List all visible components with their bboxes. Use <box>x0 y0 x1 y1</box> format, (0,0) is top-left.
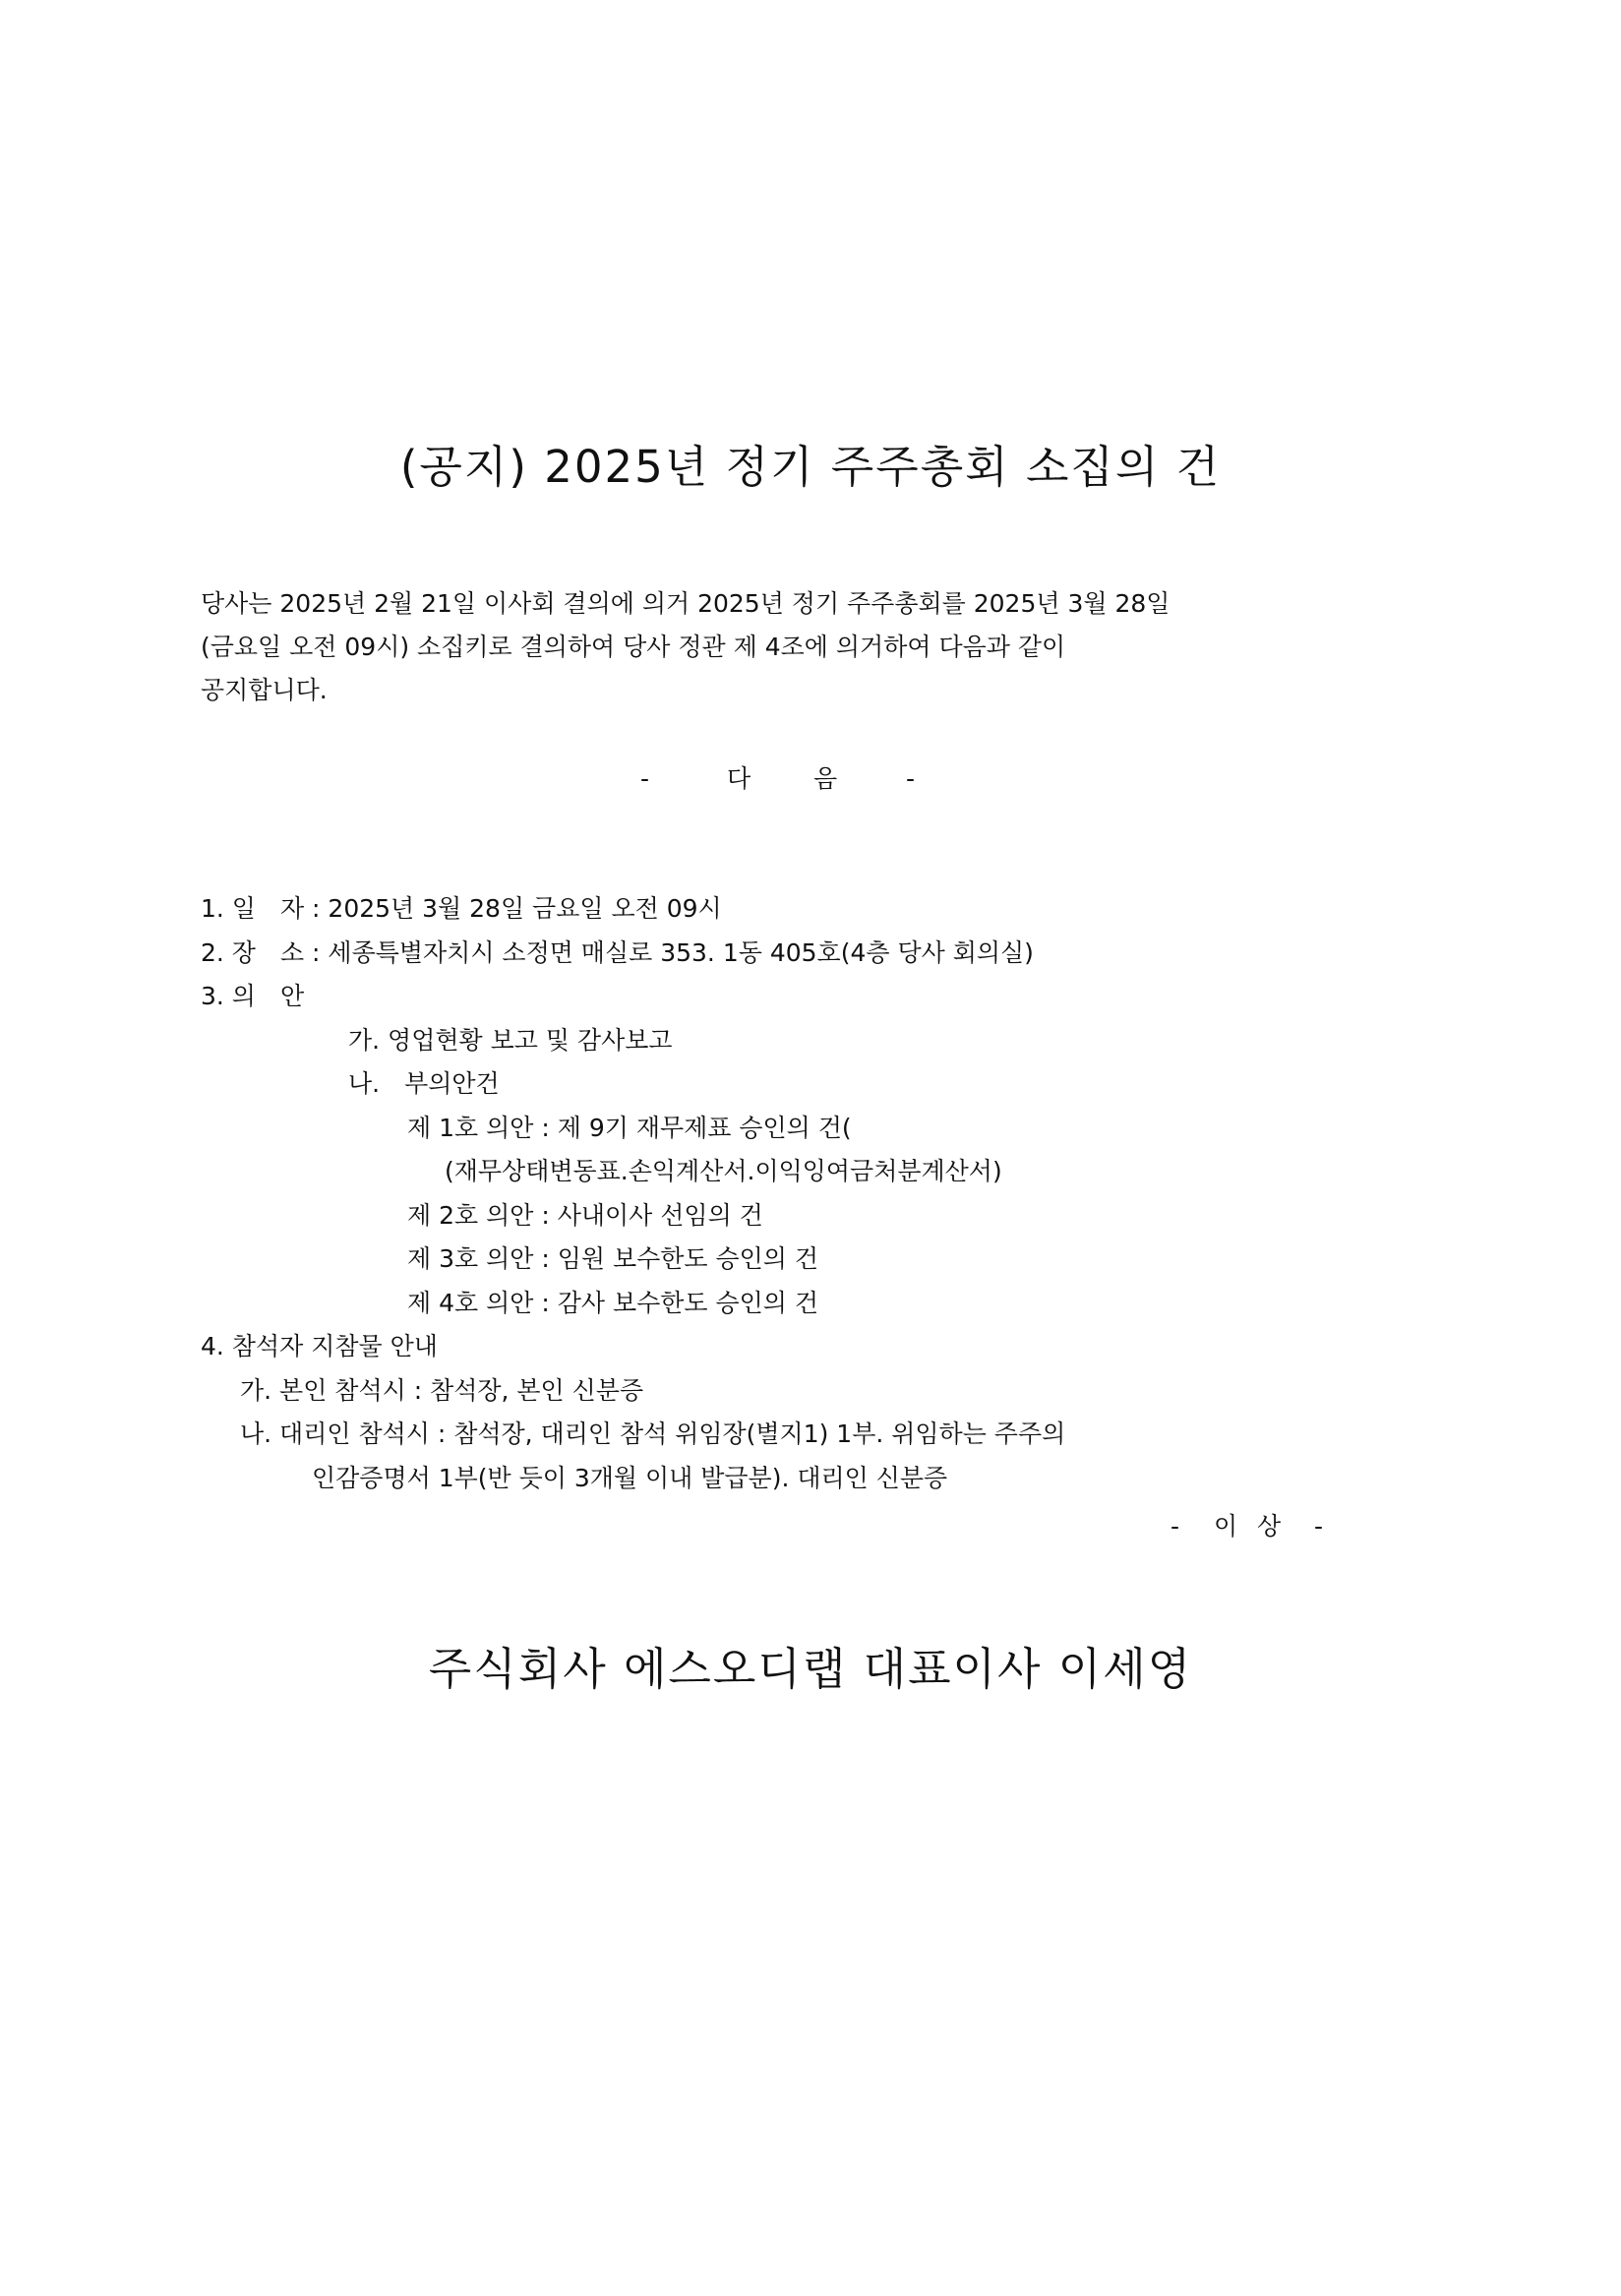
closing-right-dash: - <box>1314 1512 1324 1541</box>
agenda-report: 가. 영업현황 보고 및 감사보고 <box>348 1025 673 1055</box>
closing-left-dash: - <box>1171 1512 1180 1541</box>
intro-line-3: 공지합니다. <box>201 676 328 704</box>
resolution-4: 제 4호 의안 : 감사 보수한도 승인의 건 <box>407 1288 819 1317</box>
attendance-proxy: 나. 대리인 참석시 : 참석장, 대리인 참석 위임장(별지1) 1부. 위임하는 주주의 <box>240 1420 1066 1448</box>
item-place: 2. 장 소 : 세종특별자치시 소정면 매실로 353. 1동 405호(4층 당사 회의실) <box>201 937 1034 967</box>
closing-char-1: 이 <box>1214 1512 1238 1541</box>
resolution-3: 제 3호 의안 : 임원 보수한도 승인의 건 <box>407 1244 819 1273</box>
resolution-1-detail: (재무상태변동표.손익계산서.이익잉여금처분계산서) <box>445 1157 1002 1185</box>
intro-line-1: 당사는 2025년 2월 21일 이사회 결의에 의거 2025년 정기 주주총회를 2025년 3월 28일 <box>201 589 1171 618</box>
item-attendance-heading: 4. 참석자 지참물 안내 <box>201 1332 438 1360</box>
intro-line-2: (금요일 오전 09시) 소집키로 결의하여 당사 정관 제 4조에 의거하여 다음과 같이 <box>201 633 1066 661</box>
notice-items <box>201 887 1065 1500</box>
item-date: 1. 일 자 : 2025년 3월 28일 금요일 오전 09시 <box>201 894 722 923</box>
item-agenda-heading: 3. 의 안 <box>201 982 305 1010</box>
resolution-1: 제 1호 의안 : 제 9기 재무제표 승인의 건( <box>407 1113 852 1142</box>
attendance-self: 가. 본인 참석시 : 참석장, 본인 신분증 <box>240 1375 644 1405</box>
divider-char-2: 음 <box>813 764 838 793</box>
attendance-proxy-continued: 인감증명서 1부(반 듯이 3개월 이내 발급분). 대리인 신분증 <box>312 1463 948 1492</box>
agenda-resolutions-heading: 나. 부의안건 <box>348 1069 500 1098</box>
closing-mark <box>1171 1507 1323 1542</box>
closing-char-2: 상 <box>1257 1512 1282 1541</box>
intro-paragraph <box>201 582 1361 712</box>
signature-line: 주식회사 에스오디랩 대표이사 이세영 <box>428 1643 1193 1695</box>
section-divider <box>640 759 915 795</box>
resolution-2: 제 2호 의안 : 사내이사 선임의 건 <box>407 1200 763 1230</box>
document-title: (공지) 2025년 정기 주주총회 소집의 건 <box>399 441 1222 493</box>
divider-right-dash: - <box>906 764 916 793</box>
divider-char-1: 다 <box>727 764 751 793</box>
divider-left-dash: - <box>640 764 650 793</box>
